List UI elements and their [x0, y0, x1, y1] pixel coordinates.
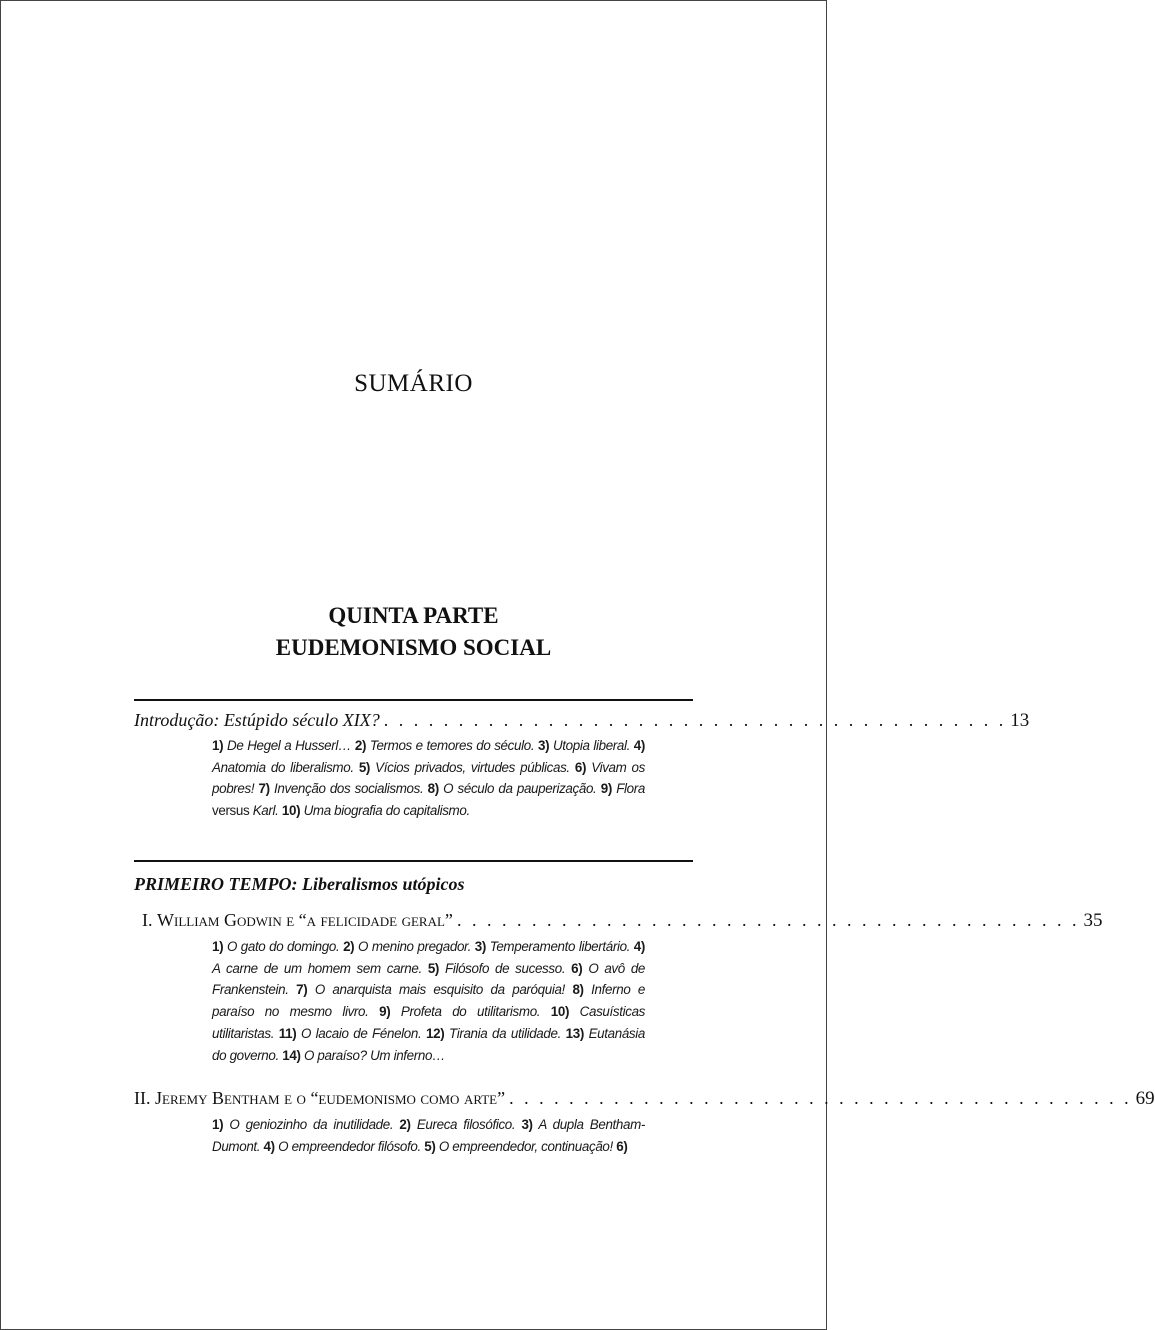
entry-summary: 1) De Hegel a Husserl… 2) Termos e temores do século. 3) Utopia liberal. 4) Anatomia do liberalismo. 5) Vícios privados, virtudes públicas. 6) Vivam os pobres! 7) Invenção dos socialismos. 8) O século da pauperização. 9) Flora versus Karl. 10) Uma biografia do capitalismo. [212, 738, 646, 819]
toc-intro [134, 699, 1030, 822]
entry-summary: 1) O gato do domingo. 2) O menino pregador. 3) Temperamento libertário. 4) A carne de um homem sem carne. 5) Filósofo de sucesso. 6) O avô de Frankenstein. 7) O anarquista mais esquisito da paróquia! 8) Inferno e paraíso no mesmo livro. 9) Profeta do utilitarismo. 10) Casuísticas utilitaristas. 11) O lacaio de Fénelon. 12) Tirania da utilidade. 13) Eutanásia do governo. 14) O paraíso? Um inferno… [212, 939, 646, 1063]
divider [134, 699, 693, 701]
toc-section [134, 860, 693, 896]
toc-entry-chapter-1[interactable] [134, 908, 1103, 933]
entry-summary: 1) O geniozinho da inutilidade. 2) Eureca filosófico. 3) A dupla Bentham-Dumont. 4) O empreendedor filósofo. 5) O empreendedor, continuação! 6) [212, 1117, 646, 1154]
toc-chapter-1 [134, 908, 1103, 1066]
dot-leader: . . . . . . . . . . . . . . . . . . . . . . . . . . . . . . . . . . . . . . . . . . [509, 1088, 1132, 1108]
toc-entry-chapter-2[interactable] [134, 1086, 1155, 1111]
divider [134, 860, 693, 862]
part-heading [0, 600, 827, 664]
toc-entry-intro[interactable] [134, 708, 1030, 733]
page-title: SUMÁRIO [354, 370, 473, 397]
entry-title: Introdução: Estúpido século XIX? [134, 710, 380, 730]
section-heading: PRIMEIRO TEMPO: Liberalismos utópicos [134, 874, 465, 894]
toc-chapter-2 [134, 1086, 1155, 1157]
entry-title: II. Jeremy Bentham e o “eudemonismo como arte” [134, 1088, 506, 1108]
part-number: QUINTA PARTE [328, 603, 499, 628]
page-number: 35 [1083, 910, 1103, 931]
dot-leader: . . . . . . . . . . . . . . . . . . . . . . . . . . . . . . . . . . . . . . . . . . [456, 910, 1080, 930]
part-name: EUDEMONISMO SOCIAL [275, 635, 552, 660]
entry-title: I. William Godwin e “a felicidade geral” [142, 910, 453, 930]
page-number: 69 [1135, 1088, 1155, 1109]
page-number: 13 [1010, 710, 1030, 731]
dot-leader: . . . . . . . . . . . . . . . . . . . . . . . . . . . . . . . . . . . . . . . . . . [383, 710, 1007, 730]
